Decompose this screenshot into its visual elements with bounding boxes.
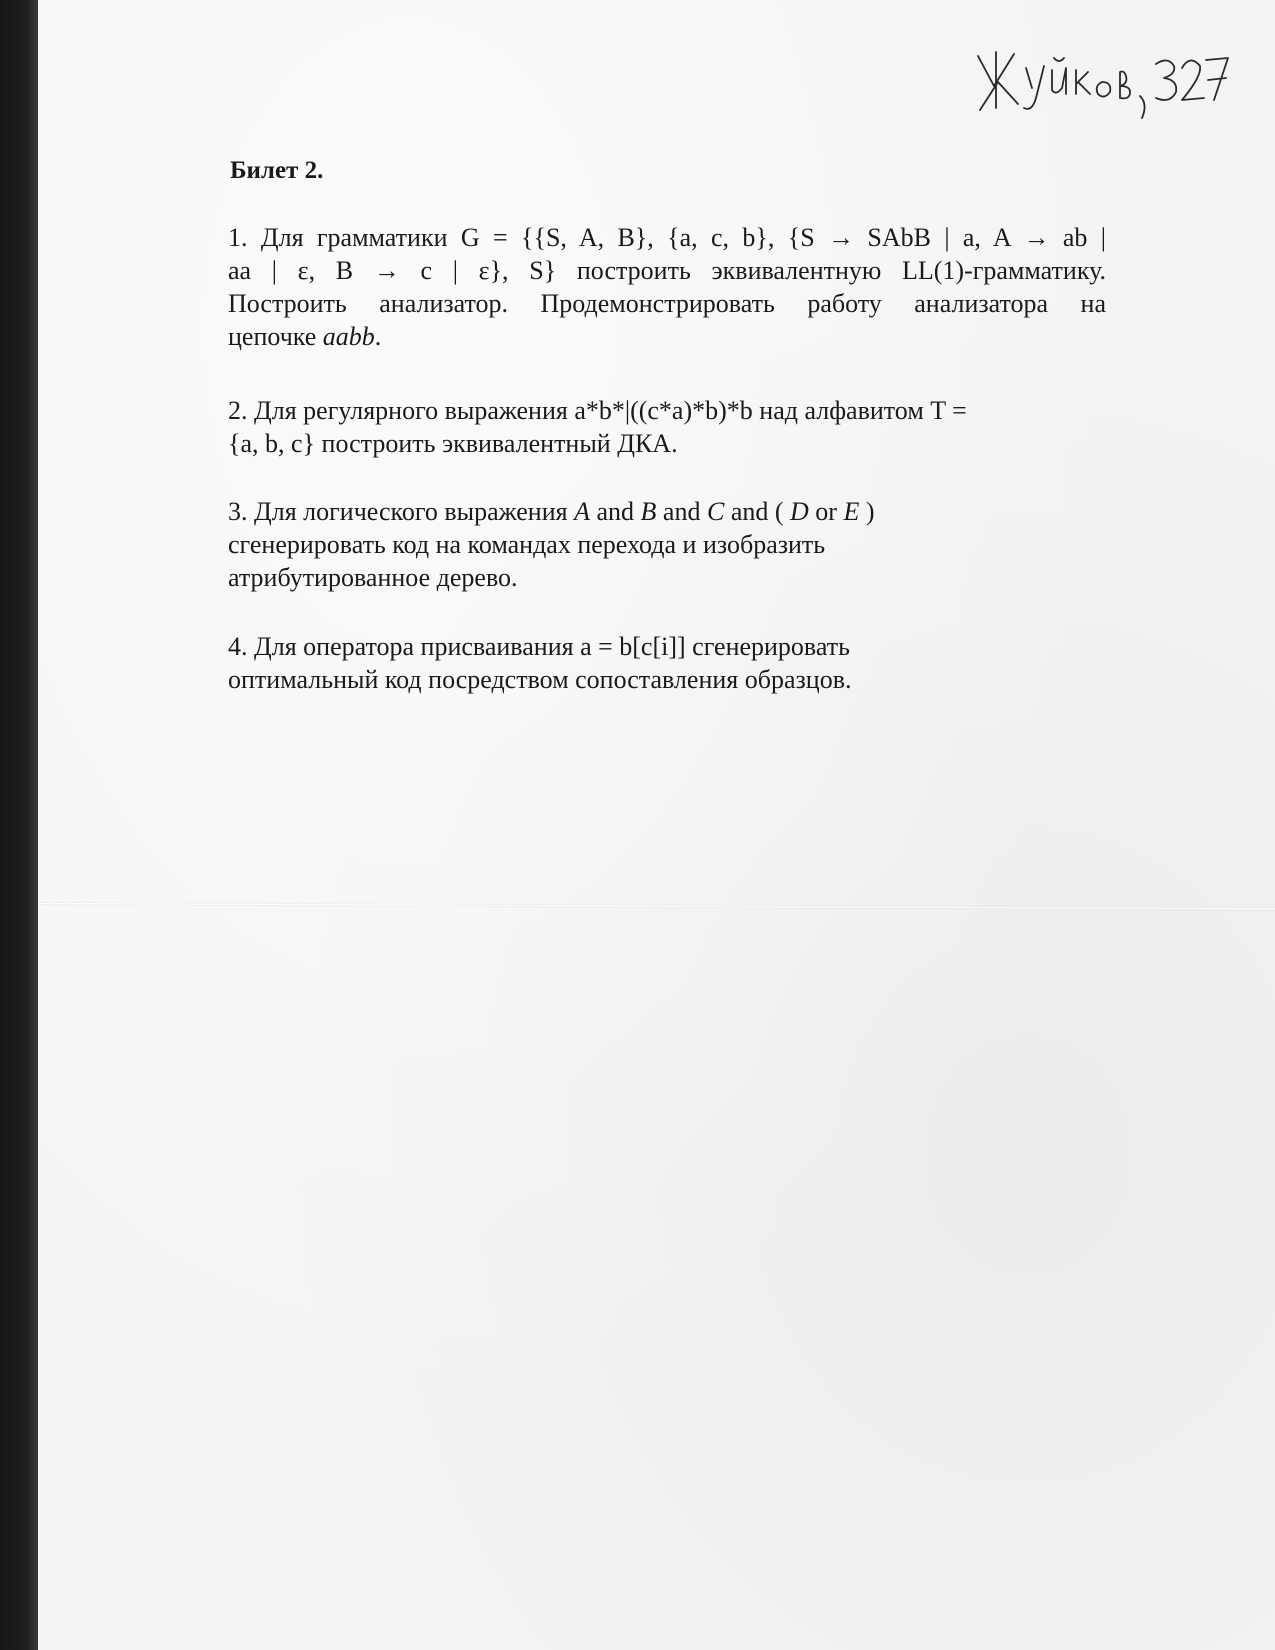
- ticket-title: Билет 2.: [230, 157, 324, 184]
- task-3-var-e: E: [843, 497, 860, 526]
- task-4-line-2: оптимальный код посредством сопоставления образцов.: [228, 665, 852, 694]
- task-3-var-a: A: [574, 497, 590, 526]
- task-1-line-2: aa | ε, B → c | ε}, S} построить эквивалентную LL(1)-грамматику.: [228, 256, 1106, 285]
- task-1-line-3: Построить анализатор. Продемонстрировать работу анализатора на: [228, 289, 1106, 318]
- task-3-op-2: and: [656, 497, 707, 526]
- task-3-close: ): [859, 497, 875, 526]
- task-4: [228, 630, 1106, 696]
- task-4-line-1: 4. Для оператора присваивания a = b[c[i]] сгенерировать: [228, 632, 850, 661]
- task-3-var-d: D: [790, 497, 809, 526]
- task-1-chain-label: цепочке: [228, 322, 323, 351]
- task-3-var-c: C: [706, 497, 725, 526]
- task-1: [228, 221, 1106, 353]
- task-2-line-2: {a, b, c} построить эквивалентный ДКА.: [228, 429, 678, 458]
- task-3: [228, 495, 1106, 594]
- task-3-line-1: [228, 495, 1106, 528]
- task-3-line-3: атрибутированное дерево.: [228, 563, 518, 592]
- task-3-op-1: and: [589, 497, 641, 526]
- scan-dark-edge: [0, 0, 38, 1650]
- task-1-line-4: [228, 320, 1106, 353]
- handwritten-signature: [970, 42, 1230, 122]
- task-3-op-3: and (: [724, 497, 791, 526]
- task-3-intro: 3. Для логического выражения: [228, 497, 575, 526]
- task-1-line-1: 1. Для грамматики G = {{S, A, B}, {a, c, b}, {S → SAbB | a, A → ab |: [228, 223, 1106, 252]
- task-2: [228, 394, 1106, 460]
- task-3-line-2: сгенерировать код на командах перехода и изобразить: [228, 530, 826, 559]
- task-2-line-1: 2. Для регулярного выражения a*b*|((c*a)*b)*b над алфавитом T =: [228, 396, 967, 425]
- task-1-period: .: [374, 322, 382, 351]
- task-3-var-b: B: [640, 497, 657, 526]
- task-3-op-4: or: [808, 497, 844, 526]
- task-1-chain-value: aabb: [322, 322, 375, 351]
